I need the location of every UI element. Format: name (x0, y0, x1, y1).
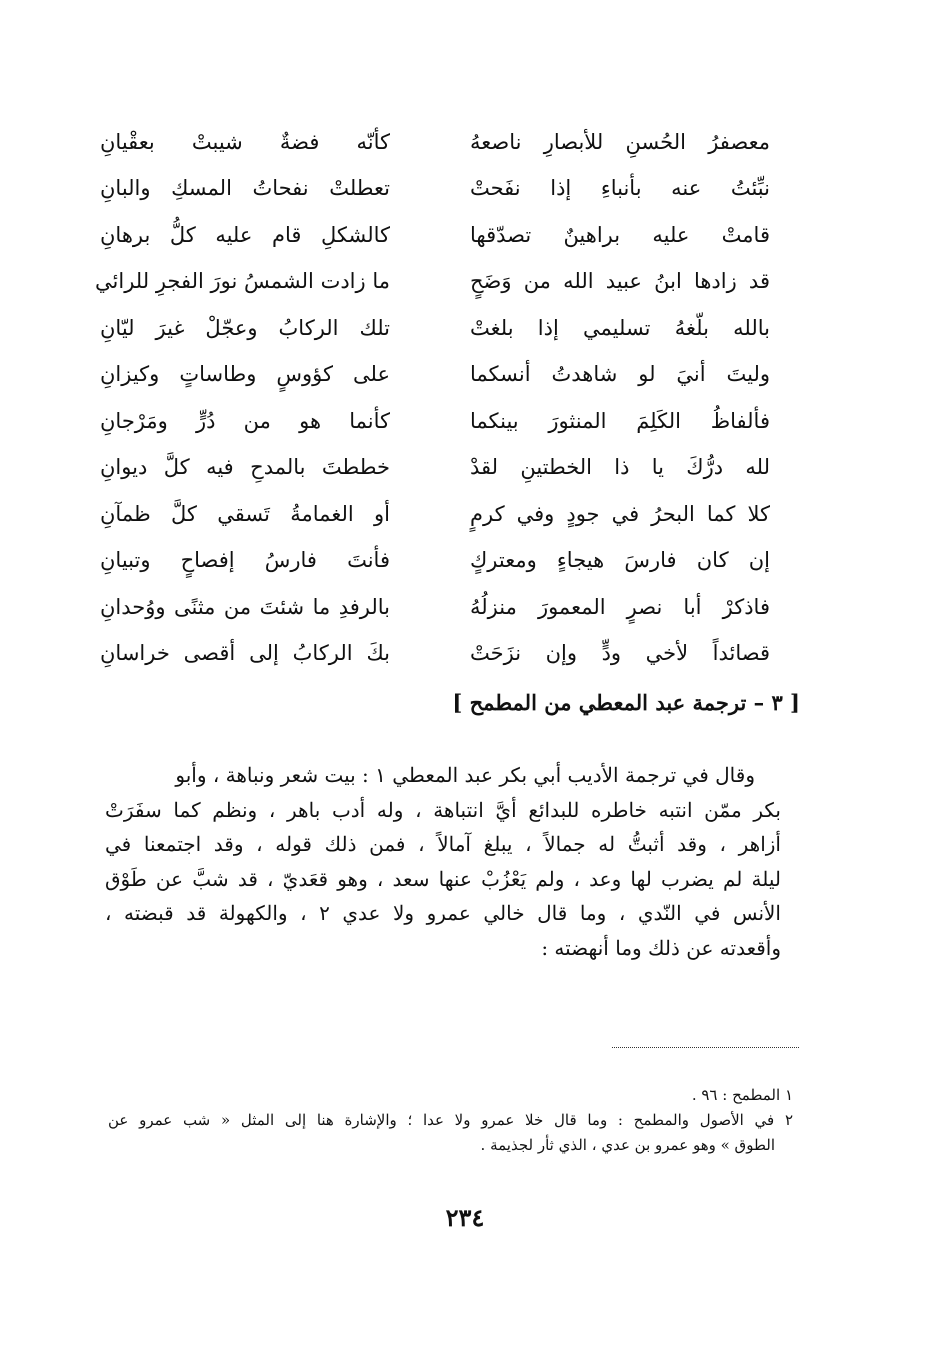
footnotes (108, 1083, 793, 1158)
poem-verse (100, 389, 770, 436)
verse-second-hemistich: تلك الركابُ وعجّلْ غيرَ ليّانِ (100, 315, 390, 340)
footnote-2-continuation: الطوق » وهو عمرو بن عدي ، الذي ثأر لجذيمة . (480, 1136, 775, 1154)
poem-verse (100, 157, 770, 204)
verse-second-hemistich: تعطلتْ نفحاتُ المسكِ والبانِ (100, 176, 390, 200)
verse-first-hemistich: لله درُّكَ يا ذا الخطتينِ لقدْ (470, 455, 770, 479)
poem (95, 110, 770, 668)
body-paragraph (105, 758, 781, 965)
footnote-2: ٢ في الأصول والمطمح : وما قال خلا عمرو ولا عدا ؛ والإشارة هنا إلى المثل « شب عمرو عن (108, 1111, 793, 1129)
poem-verse (100, 622, 770, 669)
verse-first-hemistich: فألفاظُ الكَلِمَ المنثورَ بينكما (470, 408, 770, 433)
paragraph-line: وأقعدته عن ذلك وما أنهضته : (541, 935, 781, 960)
verse-second-hemistich: بالرفدِ ما شئتَ من مثنًى ووُحدانِ (100, 594, 390, 619)
verse-first-hemistich: بالله بلّغهُ تسليمي إذا بلغتْ (470, 315, 770, 340)
verse-second-hemistich: كأنّه فضةٌ شيبتْ بعقْيانِ (100, 129, 390, 154)
verse-second-hemistich: بكَ الركابُ إلى أقصى خراسانِ (100, 641, 390, 665)
verse-second-hemistich: خططتَ بالمدحِ فيه كلَّ ديوانِ (100, 455, 390, 479)
poem-verse (100, 482, 770, 529)
footnote-1: ١ المطمح : ٩٦ . (691, 1086, 793, 1104)
verse-second-hemistich: كأنما هو من دُرٍّ ومَرْجانِ (100, 408, 390, 433)
verse-first-hemistich: قصائداً لأخي ودٍّ وإن نزَحَتْ (470, 641, 770, 665)
verse-second-hemistich: أو الغمامةُ تَسقي كلَّ ظمآنِ (100, 501, 390, 526)
poem-verse (95, 250, 770, 297)
verse-second-hemistich: ما زادت الشمسُ نورَ الفجرِ للرائي (95, 269, 390, 293)
poem-verse (100, 296, 770, 343)
verse-second-hemistich: على كؤوسٍ وطاساتٍ وكيزانِ (100, 362, 390, 386)
paragraph-line: الأنس في النّدي ، وما قال خالي عمرو ولا عدي ٢ ، والكهولة قد قبضته ، (105, 901, 781, 925)
paragraph-line: بكر ممّن انتبه خاطره للبدائع أيَّ انتباهة ، وله أدب باهر ، ونظم كما سفَرَتْ (105, 797, 781, 822)
poem-verse (100, 203, 770, 250)
verse-second-hemistich: فأنتَ فارسُ إفصاحٍ وتبيانِ (100, 548, 390, 572)
verse-first-hemistich: إن كان فارسَ هيجاءٍ ومعتركٍ (470, 548, 770, 572)
section-heading: [ ٣ – ترجمة عبد المعطي من المطمح ] (452, 690, 800, 715)
verse-first-hemistich: معصفرُ الحُسنِ للأبصارِ ناصعهُ (470, 129, 770, 154)
verse-first-hemistich: قد زادها ابنُ عبيد الله من وَضَحٍ (470, 269, 770, 293)
verse-first-hemistich: نبِّئتُ عنه بأنباءِ إذا نفَحتْ (470, 176, 770, 200)
paragraph-line: وقال في ترجمة الأديب أبي بكر عبد المعطي ١ : بيت شعر ونباهة ، وأبو (175, 763, 755, 787)
paragraph-line: ليلة لم يضرب لها وعد ، ولم يَعْزُبْ عنها سعد ، وهو قعَديّ ، قد شبَّ عن طَوْق (105, 866, 781, 891)
poem-verse (100, 575, 770, 622)
footnote-separator (612, 1047, 799, 1048)
verse-second-hemistich: كالشكلِ قام عليه كلُّ برهانِ (100, 222, 390, 247)
verse-first-hemistich: وليتَ أنيَ لو شاهدتُ أنسكما (470, 362, 770, 386)
poem-verse (100, 529, 770, 576)
paragraph-line: أزاهر ، وقد أثبتُّ له جمالاً ، يبلغ آمالاً ، فمن ذلك قوله ، وقد اجتمعنا في (105, 832, 781, 856)
verse-first-hemistich: قامتْ عليه براهينٌ تصدّقها (470, 222, 770, 247)
poem-verse (100, 436, 770, 483)
poem-verse (100, 343, 770, 390)
verse-first-hemistich: كلا كما البحرُ في جودٍ وفي كرمٍ (470, 501, 770, 526)
verse-first-hemistich: فاذكرْ أبا نصرٍ المعمورَ منزلُهُ (470, 594, 770, 619)
poem-verse (100, 110, 770, 157)
page-number: ٢٣٤ (445, 1203, 485, 1232)
